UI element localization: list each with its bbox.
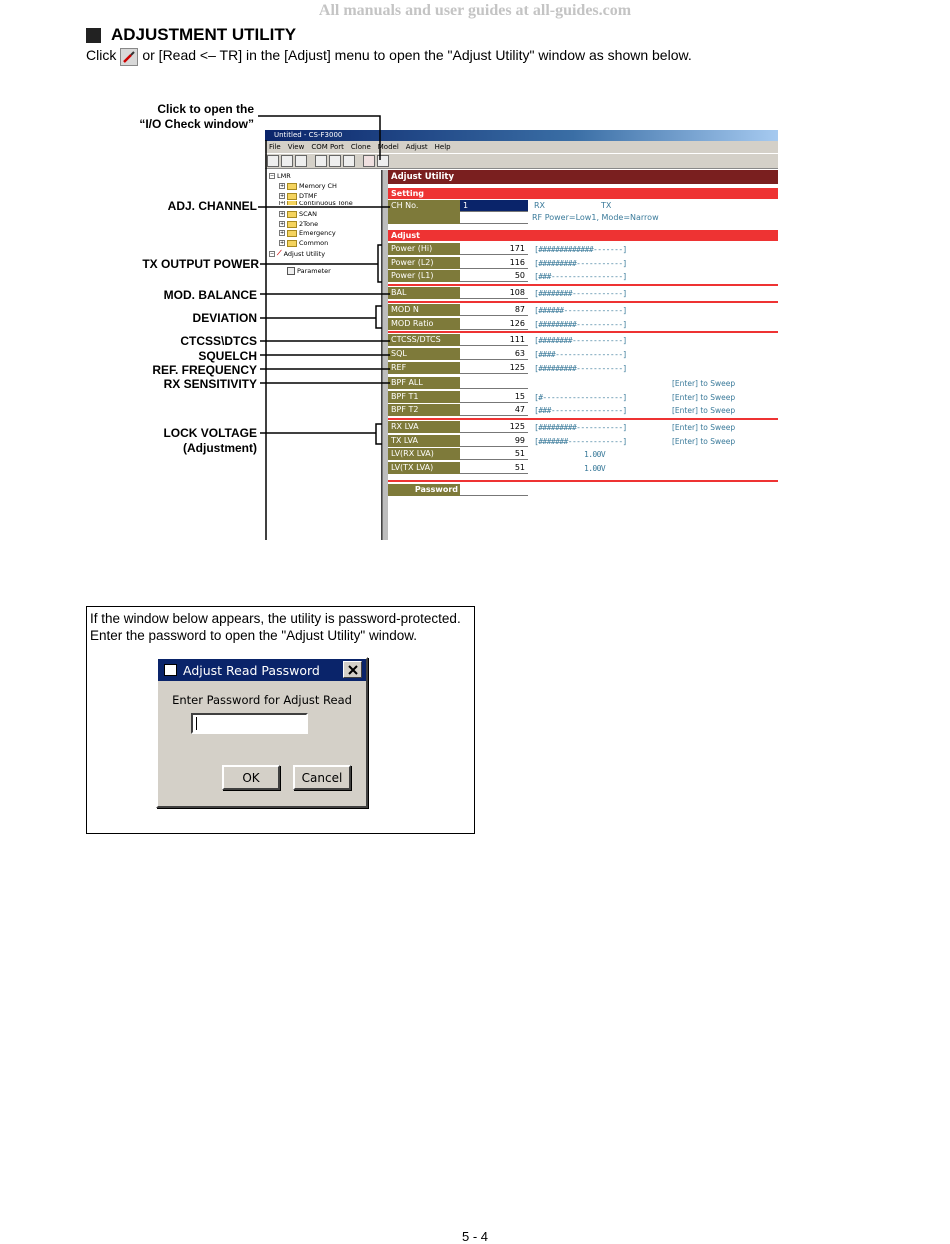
callout-deviation: DEVIATION (192, 311, 257, 325)
callout-lock-voltage-line1: LOCK VOLTAGE (163, 426, 257, 440)
row-value[interactable]: 125 (460, 362, 528, 374)
callout-adj-channel: ADJ. CHANNEL (167, 199, 257, 213)
rf-info: RF Power=Low1, Mode=Narrow (532, 213, 659, 222)
collapse-icon[interactable]: − (270, 250, 275, 257)
row-label: BPF ALL (388, 377, 460, 389)
close-icon (348, 665, 358, 675)
level-bar: [######--------------] (534, 305, 627, 315)
page-number: 5 - 4 (461, 1229, 488, 1244)
callout-mod-balance: MOD. BALANCE (163, 288, 257, 302)
level-bar: [#########-----------] (534, 422, 627, 432)
level-bar: [###-----------------] (534, 271, 627, 281)
menu-help[interactable]: Help (434, 143, 451, 151)
menu-com-port[interactable]: COM Port (311, 143, 344, 151)
close-button[interactable] (343, 661, 362, 678)
watermark: All manuals and user guides at all-guides.com (318, 2, 632, 19)
level-bar: [#########-----------] (534, 319, 627, 329)
expand-icon[interactable]: + (280, 183, 285, 189)
row-label: LV(RX LVA) (388, 448, 460, 460)
menu-model[interactable]: Model (377, 143, 399, 151)
tree-label: Continuous Tone (299, 201, 353, 205)
callout-rx-sensitivity: RX SENSITIVITY (163, 377, 257, 391)
sweep-hint: [Enter] to Sweep (672, 378, 736, 388)
password-label: Password (388, 484, 460, 496)
sweep-hint: [Enter] to Sweep (672, 422, 736, 432)
app-title: Untitled - CS-F3000 (274, 131, 343, 139)
app-icon (164, 664, 177, 676)
row-label: SQL (388, 348, 460, 360)
sweep-hint: [Enter] to Sweep (672, 392, 736, 402)
row-value[interactable]: 125 (460, 421, 528, 433)
level-bar: [#########-----------] (534, 258, 627, 268)
level-bar: [#-------------------] (534, 392, 627, 402)
expand-icon[interactable]: + (280, 211, 285, 217)
row-label: CTCSS/DTCS (388, 334, 460, 346)
row-label: TX LVA (388, 435, 460, 447)
row-label: BPF T2 (388, 404, 460, 416)
tree-label: Common (299, 239, 329, 247)
tree-label: SCAN (299, 210, 317, 218)
expand-icon[interactable]: + (280, 201, 285, 205)
password-note-line2: Enter the password to open the "Adjust Utility" window. (90, 628, 418, 643)
tree-label: 2Tone (299, 220, 319, 228)
row-value[interactable]: 87 (460, 304, 528, 316)
dialog-title: Adjust Read Password (183, 662, 320, 678)
callout-io-check-line2: “I/O Check window” (139, 117, 254, 131)
callout-leader-lines (0, 0, 950, 560)
intro-rest-text: or [Read <– TR] in the [Adjust] menu to open the "Adjust Utility" window as shown below. (142, 47, 692, 63)
level-bar: [#############-------] (534, 244, 627, 254)
intro-click-text: Click (86, 47, 117, 63)
row-value[interactable]: 116 (460, 257, 528, 269)
voltage-readout: 1.00V (584, 463, 606, 473)
row-label: BPF T1 (388, 391, 460, 403)
callout-ctcss: CTCSS\DTCS (180, 334, 257, 348)
callout-tx-output-power: TX OUTPUT POWER (142, 257, 259, 271)
row-value[interactable]: 15 (460, 391, 528, 403)
row-label: MOD Ratio (388, 318, 460, 330)
ch-label: CH No. (388, 200, 460, 212)
row-label: LV(TX LVA) (388, 462, 460, 474)
password-note-line1: If the window below appears, the utility is password-protected. (90, 611, 461, 626)
dialog-prompt: Enter Password for Adjust Read (172, 693, 352, 707)
row-label: Power (L2) (388, 257, 460, 269)
rx-label: RX (534, 201, 546, 210)
level-bar: [#########-----------] (534, 363, 627, 373)
tree-label: Adjust Utility (283, 249, 326, 258)
row-value[interactable]: 51 (460, 462, 528, 474)
level-bar: [####----------------] (534, 349, 627, 359)
row-value[interactable]: 108 (460, 287, 528, 299)
row-label: BAL (388, 287, 460, 299)
sweep-hint: [Enter] to Sweep (672, 405, 736, 415)
adjust-tool-icon: ⟋ (277, 249, 282, 257)
ok-button[interactable]: OK (222, 765, 280, 790)
setting-header: Setting (388, 188, 778, 199)
row-label: Power (Hi) (388, 243, 460, 255)
callout-squelch: SQUELCH (198, 349, 257, 363)
row-label: RX LVA (388, 421, 460, 433)
voltage-readout: 1.00V (584, 449, 606, 459)
tree-label: Parameter (297, 267, 331, 275)
section-title-text: ADJUSTMENT UTILITY (111, 25, 297, 44)
adjust-header: Adjust (388, 230, 778, 241)
ch-value[interactable]: 1 (460, 200, 528, 212)
row-value[interactable]: 126 (460, 318, 528, 330)
level-bar: [###-----------------] (534, 405, 627, 415)
row-value[interactable]: 47 (460, 404, 528, 416)
callout-io-check-line1: Click to open the (157, 102, 254, 116)
row-label: REF (388, 362, 460, 374)
row-value[interactable]: 63 (460, 348, 528, 360)
expand-icon[interactable]: + (280, 193, 285, 199)
password-input[interactable] (191, 713, 308, 734)
tx-label: TX (601, 201, 612, 210)
password-note-text (90, 610, 461, 644)
row-value[interactable]: 171 (460, 243, 528, 255)
row-value[interactable]: 51 (460, 448, 528, 460)
menu-file[interactable]: File (269, 143, 281, 151)
callout-lock-voltage-line2: (Adjustment) (183, 441, 257, 455)
text-cursor (196, 717, 197, 730)
cancel-button[interactable]: Cancel (293, 765, 351, 790)
tree-label: Emergency (299, 229, 336, 237)
expand-icon[interactable]: + (280, 230, 285, 236)
row-value[interactable]: 50 (460, 270, 528, 282)
menu-adjust[interactable]: Adjust (405, 143, 428, 151)
expand-icon[interactable]: + (280, 240, 285, 246)
tree-label: LMR (277, 172, 291, 180)
level-bar: [########------------] (534, 288, 627, 298)
callout-ref-frequency: REF. FREQUENCY (152, 363, 257, 377)
level-bar: [########------------] (534, 335, 627, 345)
level-bar: [#######-------------] (534, 436, 627, 446)
sweep-hint: [Enter] to Sweep (672, 436, 736, 446)
expand-icon[interactable]: + (280, 221, 285, 227)
menu-clone[interactable]: Clone (350, 143, 371, 151)
dialog-titlebar[interactable] (158, 659, 366, 681)
row-value[interactable]: 111 (460, 334, 528, 346)
row-label: MOD N (388, 304, 460, 316)
menu-view[interactable]: View (287, 143, 305, 151)
collapse-icon[interactable]: − (270, 173, 275, 179)
row-label: Power (L1) (388, 270, 460, 282)
panel-title: Adjust Utility (388, 170, 778, 184)
tree-label: Memory CH (299, 182, 337, 190)
tree-label: DTMF (299, 192, 318, 200)
row-value[interactable]: 99 (460, 435, 528, 447)
